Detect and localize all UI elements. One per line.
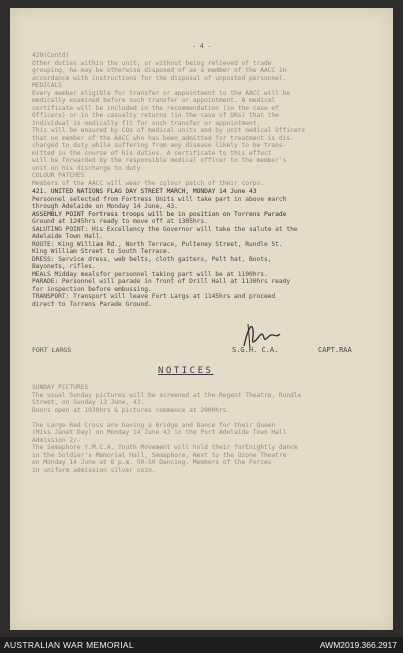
text-line: SALUTING POINT: His Excellency the Governor will take the salute at the [32, 225, 298, 233]
text-line: that no member of the AACC who has been admitted for treatment is dis- [32, 134, 294, 142]
archive-reference: AWM2019.366.2917 [319, 640, 397, 650]
signatory-name: S.G.H. C.A. [232, 346, 279, 354]
text-line: ROUTE: King William Rd., North Terrace, Pulteney Street, Rundle St. [32, 240, 283, 248]
location-label: FORT LARGS [32, 346, 72, 354]
text-line: King William Street to South Terrace. [32, 248, 171, 255]
text-line: Adelaide Town Hall. [32, 233, 104, 240]
text-line: Personnel selected from Fortress Units will take part in above march [32, 195, 287, 203]
text-line: The Large Red Cross are having a Bridge and Dance for their Queen [32, 421, 276, 429]
text-line: unit on his discharge to duty. [32, 164, 145, 172]
text-line: TRANSPORT: Transport will leave Fort Largs at 1145hrs and proceed [32, 293, 276, 300]
text-line: for inspection before embussing. [32, 285, 152, 293]
text-line: 421. UNITED NATIONS FLAG DAY STREET MARCH, MONDAY 14 June 43 [32, 188, 257, 195]
text-line: on Monday 14 June at 8 p.m. 50-50 Dancing. Members of the Forces [32, 459, 272, 466]
text-line: Members of the AACC will wear the colour patch of their corps. [32, 179, 264, 187]
text-line: Every member eligible for transfer or appointment to the AACC will be [32, 89, 291, 97]
text-line: direct to Torrens Parade Ground. [32, 300, 152, 308]
text-line: 420(Contd) [32, 52, 70, 59]
signatory-rank: CAPT.RAA [318, 346, 352, 354]
text-line: ASSEMBLY POINT Fortress troops will be in position on Torrens Parade [32, 210, 287, 218]
notices-heading: NOTICES [158, 366, 214, 376]
text-line: Doors open at 1930hrs & pictures commence at 2000hrs. [32, 406, 231, 414]
text-line: charged to duty while suffering from any disease likely to be trans- [32, 142, 287, 149]
text-line: Admission 2/- [32, 436, 81, 444]
text-line: Bayonets, rifles. [32, 263, 96, 270]
text-line: Officers) or in the casualty returns (in the case of ORs) that the [32, 112, 279, 119]
text-line: grouping, he may be otherwise disposed of as a member of the AACC in [32, 67, 287, 74]
text-line: in uniform admission silver coin. [32, 466, 156, 474]
text-line: will be forwarded by the responsible medical officer to the member's [32, 157, 287, 164]
text-line: The Semaphore Y.M.C.A. Youth Movement will hold their fortnightly dance [32, 444, 298, 451]
text-line: DRESS: Service dress, web belts, cloth gaiters, Pelt hat, Boots, [32, 255, 272, 263]
archive-name: AUSTRALIAN WAR MEMORIAL [4, 640, 134, 650]
text-line: Street, on Sunday 13 June, 43. [32, 399, 145, 406]
page-number: - 4 - [192, 42, 212, 50]
text-line: MEDICALS [32, 82, 62, 89]
text-line: through Adelaide on Monday 14 June, 43. [32, 203, 178, 210]
text-line: This will be ensured by COs of medical units and by unit medical Officers [32, 127, 306, 134]
text-line: mitted in the course of his duties. A certificate to this effect [32, 149, 272, 157]
text-line: in the Soldier's Memorial Hall, Semaphore, Next to the Ozone Theatre [32, 451, 287, 459]
text-line: certificate will be included in the recommendation (in the case of [32, 104, 279, 112]
text-line: individual is medically fit for such transfer or appointment, [32, 119, 261, 127]
archive-footer [0, 637, 403, 653]
text-line: Other duties within the unit; or without being relieved of trade [32, 59, 272, 67]
document-page [10, 8, 393, 630]
text-line: MEALS Midday mealsfor personnel taking part will be at 1100hrs. [32, 270, 268, 278]
text-line: PARADE: Personnel will parade in front of Drill Hall at 1130hrs ready [32, 278, 291, 285]
text-line: Ground at 1245hrs ready to move off at 1305hrs. [32, 218, 208, 225]
text-line: The usual Sunday pictures will be screened at the Regent Theatre, Rundle [32, 391, 302, 399]
text-line: (Miss Janet Day) on Monday 14 June 43 in the Port Adelaide Town Hall [32, 429, 287, 436]
text-line: medically examined before such transfer or appointment. A medical [32, 97, 276, 104]
text-line: accordance with instructions for the disposal of unposted personnel. [32, 74, 287, 82]
text-line: COLOUR PATCHES [32, 172, 85, 179]
text-line: SUNDAY PICTURES [32, 384, 89, 391]
